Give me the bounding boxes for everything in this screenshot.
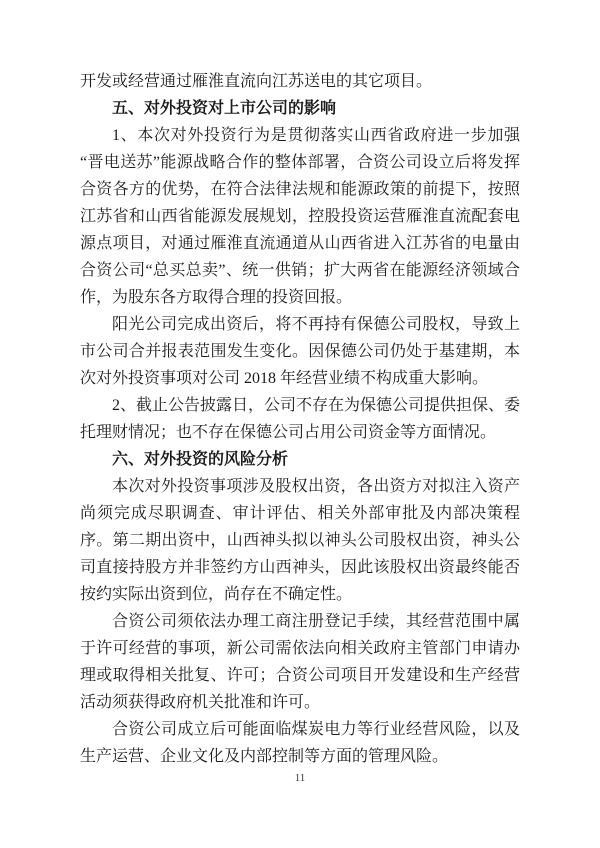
section-heading-six-risk-analysis: 六、对外投资的风险分析 xyxy=(112,451,289,468)
paragraph-no-guarantee-statement: 2、截止公告披露日，公司不存在为保德公司提供担保、委托理财情况；也不存在保德公司占用公司资金等方面情况。 xyxy=(80,397,521,441)
paragraph-investment-purpose: 1、本次对外投资行为是贯彻落实山西省政府进一步加强“晋电送苏”能源战略合作的整体部署，合资公司设立后将发挥合资各方的优势，在符合法律法规和能源政策的前提下，按照江苏省和山西省能源发展规划，控股投资运营雁淮直流配套电源点项目，对通过雁淮直流通道从山西省进入江苏省的电量由合资公司“总买总卖”、统一供销；扩大两省在能源经济领域合作，为股东各方取得合理的投资回报。 xyxy=(80,127,520,306)
section-heading-five-impact-on-listed-company: 五、对外投资对上市公司的影响 xyxy=(112,100,337,117)
paragraph-equity-change-effect: 阳光公司完成出资后，将不再持有保德公司股权，导致上市公司合并报表范围发生变化。因保德公司仍处于基建期，本次对外投资事项对公司 2018 年经营业绩不构成重大影响。 xyxy=(80,316,520,387)
paragraph-equity-contribution-risk: 本次对外投资事项涉及股权出资，各出资方对拟注入资产尚须完成尽职调查、审计评估、相关外部审批及内部决策程序。第二期出资中，山西神头拟以神头公司股权出资，神头公司直接持股方并非签约方山西神头，因此该股权出资最终能否按约实际出资到位，尚存在不确定性。 xyxy=(80,478,520,603)
document-body xyxy=(80,68,520,770)
paragraph-operational-management-risk: 合资公司成立后可能面临煤炭电力等行业经营风险，以及生产运营、企业文化及内部控制等方面的管理风险。 xyxy=(80,721,520,765)
paragraph-continuation: 开发或经营通过雁淮直流向江苏送电的其它项目。 xyxy=(80,73,433,90)
paragraph-registration-approval-risk: 合资公司须依法办理工商注册登记手续，其经营范围中属于许可经营的事项，新公司需依法向相关政府主管部门申请办理或取得相关批复、许可；合资公司项目开发建设和生产经营活动须获得政府机关批准和许可。 xyxy=(80,613,520,711)
page-number: 11 xyxy=(294,772,306,784)
